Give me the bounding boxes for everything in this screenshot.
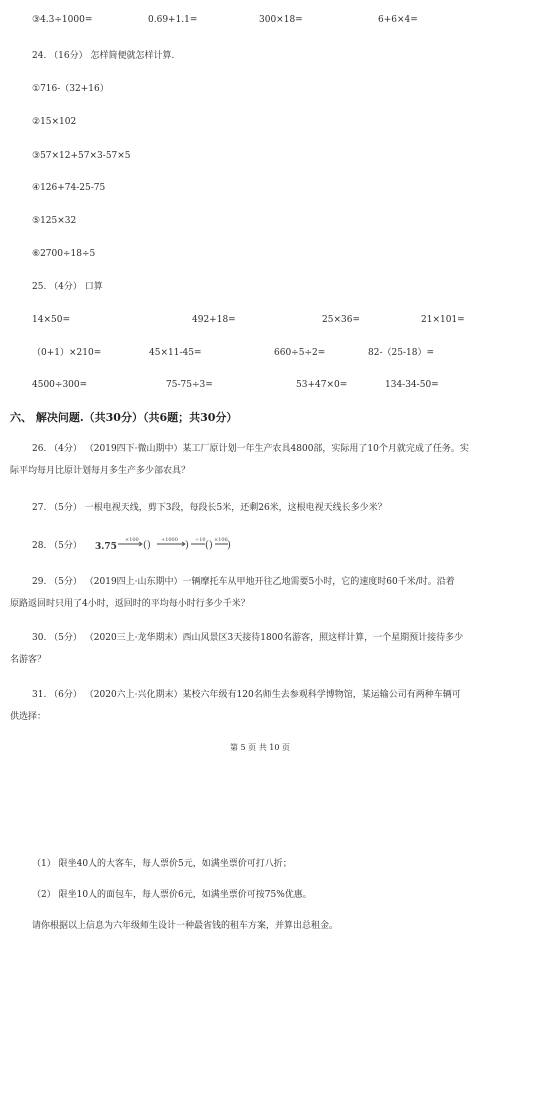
calc-item: 6+6×4= (378, 15, 418, 25)
question-31-line: 供选择： (10, 712, 47, 722)
calc-item: 0.69+1.1= (148, 15, 198, 25)
oral-calc-item: 660÷5÷2= (274, 348, 326, 358)
q24-item: ③57×12+57×3-57×5 (32, 151, 131, 161)
oral-calc-item: 4500÷300= (32, 380, 88, 390)
q24-item: ②15×102 (32, 117, 77, 127)
op-arrow-4 (214, 537, 231, 551)
op-arrow-3 (191, 537, 213, 551)
svg-text:×100: ×100 (125, 537, 139, 543)
svg-text:×100: ×100 (214, 537, 228, 543)
q24-item: ①716-（32+16） (32, 84, 109, 94)
page-footer: 第 5 页 共 10 页 (230, 743, 290, 752)
question-26-line: 26. （4分） （2019四下·微山期中）某工厂原计划一年生产农具4800部，实际用了10个月就完成了任务。实 (32, 444, 469, 454)
final-prompt: 请你根据以上信息为六年级师生设计一种最省钱的租车方案，并算出总租金。 (32, 921, 339, 931)
oral-calc-item: （0+1）×210= (32, 348, 102, 358)
oral-calc-item: 25×36= (322, 315, 360, 325)
section-heading: 六、 解决问题.（共30分）（共6题；共30分） (10, 411, 238, 424)
calc-item: ③4.3÷1000= (32, 15, 93, 25)
oral-calc-item: 134-34-50= (385, 380, 439, 390)
option-item: （1） 限坐40人的大客车，每人票价5元，如满坐票价可打八折； (32, 859, 292, 869)
question-24-title: 24. （16分） 怎样简便就怎样计算. (32, 51, 175, 61)
q24-item: ⑤125×32 (32, 216, 77, 226)
oral-calc-item: 492+18= (192, 315, 236, 325)
op-arrow-1 (118, 537, 151, 551)
svg-text:(): () (205, 540, 213, 551)
q24-item: ④126+74-25-75 (32, 183, 106, 193)
question-30-line: 30. （5分） （2020三上·龙华期末）西山风景区3天接待1800名游客，照这样计算，一个星期预计接待多少 (32, 633, 464, 643)
svg-text:): ) (227, 540, 231, 551)
svg-text:+1000: +1000 (161, 537, 178, 543)
operation-arrow-chain (95, 535, 235, 553)
svg-text:÷10: ÷10 (195, 537, 206, 543)
op-arrow-2 (157, 537, 189, 551)
svg-text:(): () (143, 540, 151, 551)
oral-calc-item: 45×11-45= (149, 348, 202, 358)
option-item: （2） 限坐10人的面包车，每人票价6元，如满坐票价可按75%优惠。 (32, 890, 312, 900)
question-27: 27. （5分） 一根电视天线，剪下3段，每段长5米，还剩26米，这根电视天线长多少米？ (32, 503, 387, 513)
question-26-line: 际平均每月比原计划每月多生产多少部农具？ (10, 466, 191, 476)
oral-calc-item: 14×50= (32, 315, 70, 325)
question-30-line: 名游客？ (10, 655, 47, 665)
svg-text:): ) (185, 540, 189, 551)
oral-calc-item: 82-（25-18）= (368, 348, 434, 358)
oral-calc-item: 21×101= (421, 315, 465, 325)
question-25-title: 25. （4分） 口算 (32, 282, 103, 292)
question-28-label: 28. （5分） (32, 541, 82, 551)
oral-calc-item: 75-75÷3= (166, 380, 213, 390)
start-number: 3.75 (95, 542, 117, 552)
q24-item: ⑥2700÷18÷5 (32, 249, 96, 259)
oral-calc-item: 53+47×0= (296, 380, 348, 390)
question-29-line: 原路返回时只用了4小时，返回时的平均每小时行多少千米？ (10, 599, 250, 609)
calc-item: 300×18= (259, 15, 303, 25)
question-31-line: 31. （6分） （2020六上·兴化期末）某校六年级有120名师生去参观科学博物馆，某运输公司有两种车辆可 (32, 690, 461, 700)
question-29-line: 29. （5分） （2019四上·山东期中）一辆摩托车从甲地开往乙地需要5小时，它的速度时60千米/时。沿着 (32, 577, 455, 587)
